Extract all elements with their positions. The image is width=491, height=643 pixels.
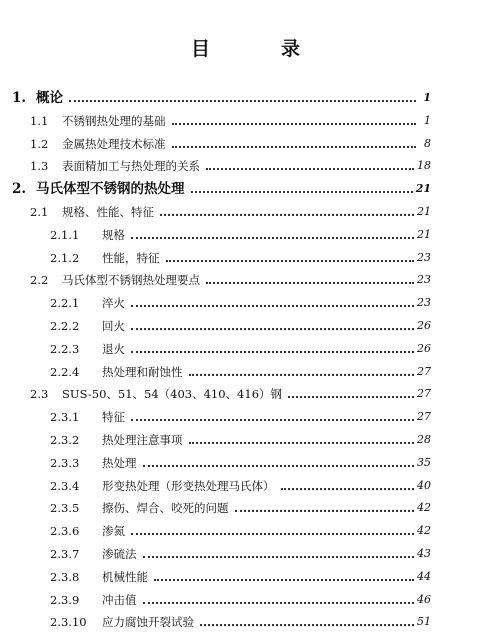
toc-entry-number: 2.3.4	[50, 478, 80, 493]
toc-entry-label: 机械性能	[102, 569, 148, 584]
dot-leader	[131, 236, 414, 239]
toc-entry[interactable]	[30, 132, 431, 152]
toc-entry-label: 金属热处理技术标准	[62, 136, 166, 151]
toc-entry-number: 2.2.3	[50, 341, 80, 356]
toc-entry-page-number: 21	[417, 205, 431, 218]
toc-entry-label: 擦伤、焊合、咬死的问题	[102, 501, 229, 516]
toc-entry-page-number: 26	[417, 319, 431, 332]
toc-entry-number: 2.3.5	[50, 501, 80, 516]
toc-entry-page-number: 40	[417, 478, 431, 492]
dot-leader	[131, 304, 414, 307]
toc-entry[interactable]	[50, 496, 431, 516]
toc-entry-page-number: 21	[417, 227, 431, 241]
toc-entry-page-number: 26	[417, 341, 431, 355]
toc-entry[interactable]	[30, 200, 431, 220]
toc-entry-number: 2.3.3	[50, 455, 80, 470]
toc-entry-number: 2.3.10	[50, 615, 87, 630]
toc-entry-page-number: 8	[424, 136, 431, 150]
toc-entry[interactable]	[50, 246, 431, 266]
toc-entry-page-number: 18	[417, 159, 431, 173]
toc-entry-label: 回火	[102, 319, 125, 333]
toc-entry-number: 2.2.4	[50, 364, 80, 379]
toc-entry[interactable]	[30, 268, 431, 288]
toc-entry[interactable]	[50, 474, 431, 494]
toc-entry[interactable]	[30, 109, 431, 129]
dot-leader	[131, 327, 414, 330]
toc-entry-number: 2.1	[30, 205, 49, 219]
toc-entry-number: 1.2	[30, 136, 49, 151]
toc-entry-number: 2.2.1	[50, 296, 80, 311]
toc-entry-label: 渗硫法	[102, 547, 137, 561]
toc-entry-page-number: 1	[423, 91, 431, 104]
toc-entry-page-number: 23	[417, 250, 431, 264]
toc-entry-label: 性能，特征	[102, 250, 160, 265]
page-title: 目 录	[190, 38, 326, 60]
toc-entry[interactable]	[50, 360, 431, 380]
toc-entry-number: 2.2	[30, 273, 49, 288]
toc-entry[interactable]	[50, 314, 431, 334]
toc-entry-label: 热处理和耐蚀性	[102, 364, 183, 379]
toc-entry[interactable]	[50, 610, 431, 630]
toc-entry-page-number: 42	[417, 524, 431, 538]
toc-entry[interactable]	[50, 542, 431, 562]
toc-entry-label: 规格	[102, 227, 125, 242]
dot-leader	[143, 555, 415, 558]
toc-entry-number: 2.2.2	[50, 319, 80, 333]
toc-entry-page-number: 28	[417, 433, 431, 446]
toc-entry[interactable]	[12, 86, 431, 106]
dot-leader	[131, 532, 414, 535]
toc-entry[interactable]	[50, 291, 431, 311]
toc-entry-number: 2.3.7	[50, 547, 80, 561]
dot-leader	[166, 259, 415, 262]
toc-entry-label: 表面精加工与热处理的关系	[62, 159, 200, 174]
toc-entry[interactable]	[50, 565, 431, 585]
toc-entry-number: 2.1.2	[50, 250, 80, 265]
dot-leader	[206, 167, 414, 170]
toc-entry-label: 马氏体型不锈钢热处理要点	[62, 273, 200, 288]
toc-entry-label: 不锈钢热处理的基础	[62, 113, 166, 128]
toc-entry-number: 2.1.1	[50, 227, 80, 242]
toc-entry[interactable]	[50, 223, 431, 243]
dot-leader	[281, 487, 415, 490]
toc-entry[interactable]	[12, 177, 431, 197]
toc-entry[interactable]	[30, 382, 431, 402]
toc-entry-label: 渗氮	[102, 524, 125, 539]
toc-entry-label: 热处理注意事项	[102, 433, 183, 447]
dot-leader	[288, 395, 414, 398]
dot-leader	[131, 350, 414, 353]
dot-leader	[143, 601, 415, 604]
dot-leader	[172, 122, 417, 125]
toc-entry-page-number: 44	[417, 569, 431, 583]
toc-entry-label: 马氏体型不锈钢的热处理	[36, 181, 185, 198]
toc-entry-page-number: 27	[417, 387, 431, 401]
dot-leader	[131, 418, 414, 421]
dot-leader	[189, 373, 415, 376]
toc-entry-page-number: 23	[417, 296, 431, 310]
toc-entry-page-number: 27	[417, 364, 431, 378]
toc-entry-page-number: 1	[424, 113, 431, 127]
toc-entry-number: 1.1	[30, 113, 49, 128]
toc-entry-page-number: 23	[417, 273, 431, 287]
toc-entry[interactable]	[50, 405, 431, 425]
toc-entry-number: 2.	[12, 181, 27, 198]
toc-entry-number: 2.3.1	[50, 410, 80, 425]
toc-entry-number: 2.3	[30, 387, 49, 402]
toc-entry-label: 热处理	[102, 455, 137, 470]
toc-entry-page-number: 42	[417, 501, 431, 515]
dot-leader	[143, 464, 415, 467]
toc-entry-page-number: 46	[417, 592, 431, 606]
toc-entry-number: 2.3.2	[50, 433, 80, 447]
toc-entry[interactable]	[50, 519, 431, 539]
toc-entry[interactable]	[30, 154, 431, 174]
toc-entry-page-number: 21	[415, 182, 431, 196]
dot-leader	[200, 623, 414, 626]
toc-entry-label: 应力腐蚀开裂试验	[102, 615, 194, 630]
toc-entry-label: SUS-50、51、54（403、410、416）钢	[62, 387, 283, 402]
dot-leader	[235, 509, 415, 512]
toc-entry-number: 2.3.8	[50, 569, 80, 584]
toc-entry[interactable]	[50, 428, 431, 448]
dot-leader	[69, 99, 416, 102]
toc-entry-page-number: 35	[417, 455, 431, 469]
toc-entry-number: 1.	[12, 90, 27, 106]
toc-entry-label: 形变热处理（形变热处理马氏体）	[102, 478, 275, 493]
toc-entry[interactable]	[50, 451, 431, 471]
dot-leader	[160, 213, 414, 216]
dot-leader	[172, 145, 417, 148]
dot-leader	[191, 190, 413, 193]
toc-entry-label: 规格、性能、特征	[62, 205, 154, 219]
dot-leader	[206, 281, 414, 284]
toc-entry-number: 2.3.6	[50, 524, 80, 539]
dot-leader	[189, 441, 415, 444]
toc-entry-number: 1.3	[30, 159, 49, 174]
toc-entry-page-number: 51	[417, 615, 431, 629]
toc-entry[interactable]	[50, 588, 431, 608]
toc-entry-label: 概论	[36, 90, 63, 106]
toc-entry-label: 退火	[102, 341, 125, 356]
toc-entry-page-number: 43	[417, 547, 431, 560]
toc-entry-label: 特征	[102, 410, 125, 425]
toc-entry-label: 淬火	[102, 296, 125, 311]
toc-entry[interactable]	[50, 337, 431, 357]
toc-entry-number: 2.3.9	[50, 592, 80, 607]
toc-entry-label: 冲击值	[102, 592, 137, 607]
toc-entry-page-number: 27	[417, 410, 431, 424]
dot-leader	[154, 578, 414, 581]
